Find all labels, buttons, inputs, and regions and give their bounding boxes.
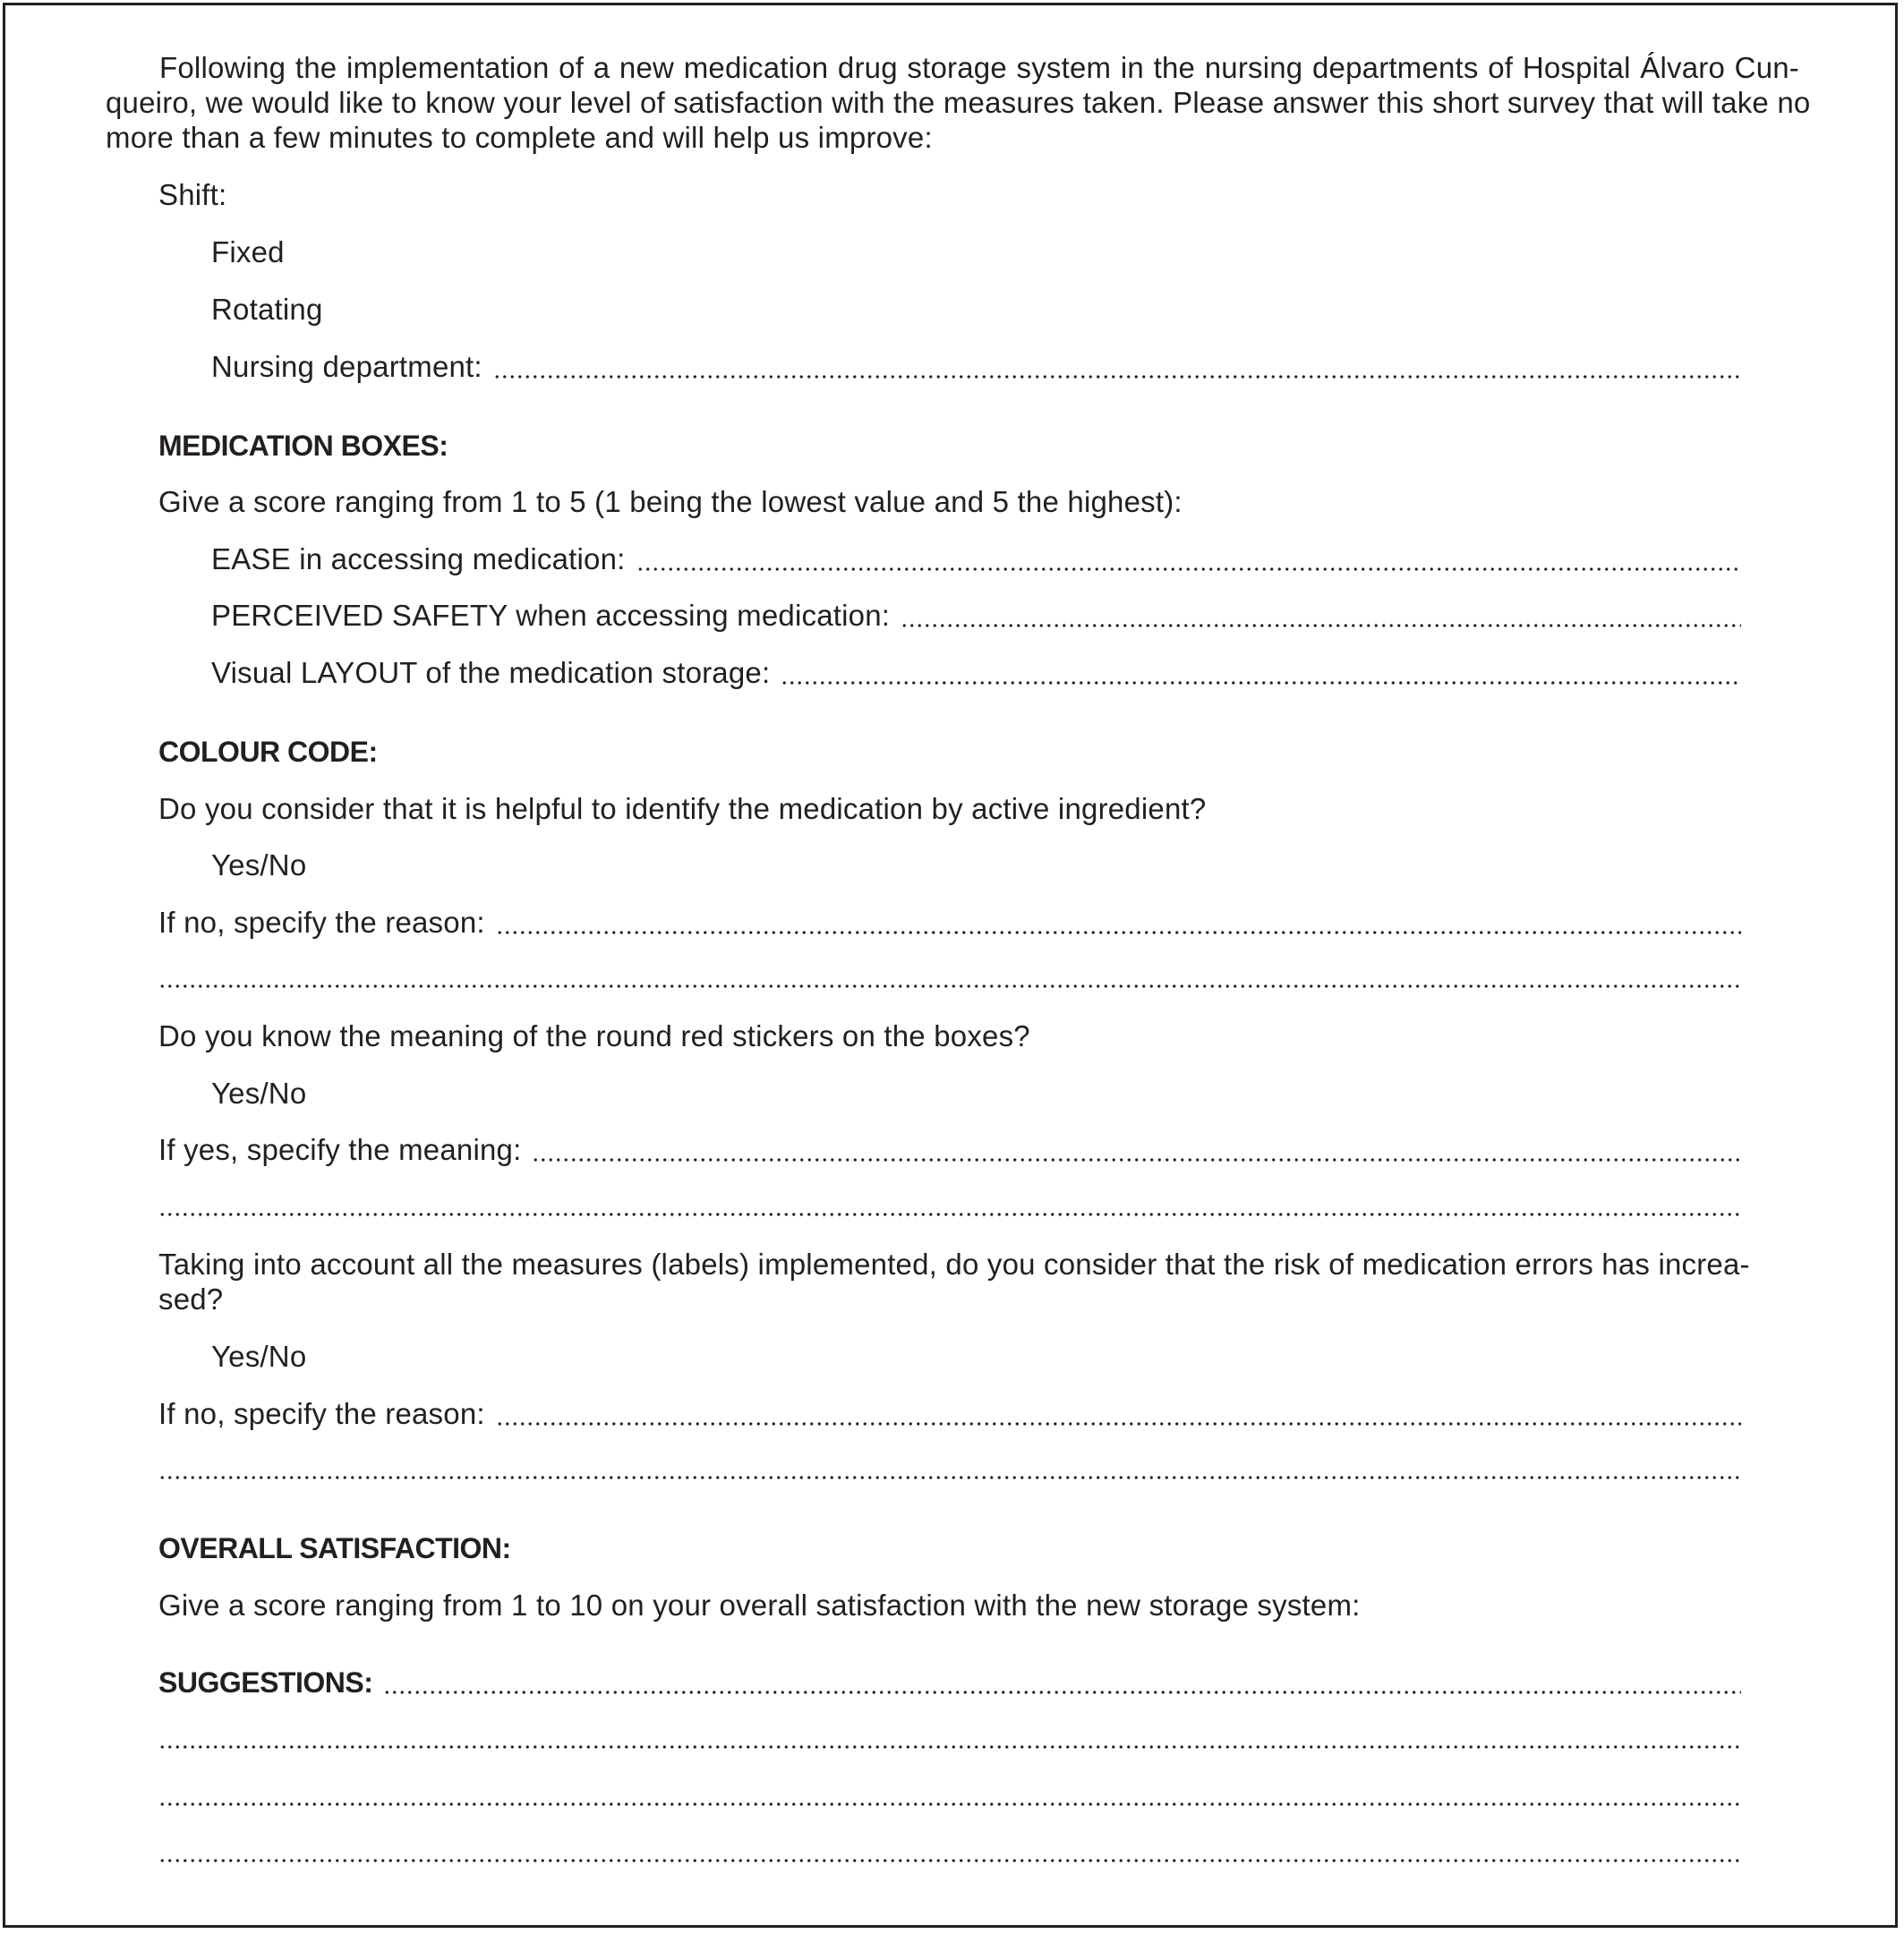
nursing-department-input[interactable] <box>493 375 1741 379</box>
q3-reason-input[interactable] <box>496 1422 1741 1426</box>
question-3-line-2: sed? <box>158 1282 224 1316</box>
shift-label: Shift: <box>158 178 227 211</box>
q1-reason-input[interactable] <box>496 931 1741 934</box>
visual-layout-field[interactable] <box>211 655 1741 691</box>
ease-access-input[interactable] <box>636 567 1741 571</box>
intro-line-1: Following the implementation of a new medication drug storage system in the nursing departments of Hospital Álvaro Cun- <box>159 51 1799 84</box>
medication-boxes-instruction: Give a score ranging from 1 to 5 (1 being the lowest value and 5 the highest): <box>158 485 1183 518</box>
suggestions-input-line-3[interactable] <box>158 1802 1741 1806</box>
intro-line-2: queiro, we would like to know your level of satisfaction with the measures taken. Please answer this short survey that will take no <box>106 86 1811 119</box>
shift-option-fixed[interactable]: Fixed <box>211 235 285 268</box>
colour-code-question-3 <box>158 1247 1750 1316</box>
colour-code-heading: COLOUR CODE: <box>158 736 378 768</box>
intro-line-3: more than a few minutes to complete and will help us improve: <box>106 121 933 154</box>
q2-meaning-input-line-2[interactable] <box>158 1213 1741 1216</box>
q1-reason-input-line-2[interactable] <box>158 984 1741 988</box>
suggestions-input-line-4[interactable] <box>158 1859 1741 1862</box>
q2-meaning-input[interactable] <box>532 1158 1741 1162</box>
ease-access-field[interactable] <box>211 541 1741 577</box>
question-3-line-1: Taking into account all the measures (labels) implemented, do you consider that the risk of medication errors has increa- <box>158 1248 1750 1281</box>
q3-reason-field[interactable] <box>158 1396 1741 1432</box>
nursing-department-field[interactable] <box>211 349 1741 385</box>
colour-code-question-2: Do you know the meaning of the round red stickers on the boxes? <box>158 1019 1030 1052</box>
overall-satisfaction-instruction: Give a score ranging from 1 to 10 on your overall satisfaction with the new storage system: <box>158 1589 1361 1622</box>
q3-reason-input-line-2[interactable] <box>158 1476 1741 1479</box>
suggestions-label: SUGGESTIONS: <box>158 1666 373 1699</box>
ease-access-label: EASE in accessing medication: <box>211 542 626 575</box>
q1-reason-label: If no, specify the reason: <box>158 906 485 939</box>
perceived-safety-field[interactable] <box>211 598 1741 634</box>
colour-code-answer-1[interactable]: Yes/No <box>211 848 307 882</box>
shift-option-rotating[interactable]: Rotating <box>211 293 323 326</box>
colour-code-answer-2[interactable]: Yes/No <box>211 1077 307 1110</box>
overall-satisfaction-heading: OVERALL SATISFACTION: <box>158 1532 511 1564</box>
nursing-department-label: Nursing department: <box>211 350 482 383</box>
perceived-safety-label: PERCEIVED SAFETY when accessing medication: <box>211 599 891 632</box>
perceived-safety-input[interactable] <box>901 624 1741 627</box>
suggestions-input-line-2[interactable] <box>158 1745 1741 1749</box>
visual-layout-label: Visual LAYOUT of the medication storage: <box>211 656 771 689</box>
colour-code-question-1: Do you consider that it is helpful to identify the medication by active ingredient? <box>158 792 1207 825</box>
q3-reason-label: If no, specify the reason: <box>158 1397 485 1430</box>
intro-paragraph <box>106 50 1811 155</box>
q1-reason-field[interactable] <box>158 905 1741 941</box>
visual-layout-input[interactable] <box>781 681 1741 685</box>
colour-code-answer-3[interactable]: Yes/No <box>211 1340 307 1373</box>
suggestions-field[interactable] <box>158 1665 1741 1700</box>
q2-meaning-field[interactable] <box>158 1132 1741 1168</box>
suggestions-input[interactable] <box>383 1691 1741 1694</box>
medication-boxes-heading: MEDICATION BOXES: <box>158 430 448 462</box>
q2-meaning-label: If yes, specify the meaning: <box>158 1133 522 1166</box>
